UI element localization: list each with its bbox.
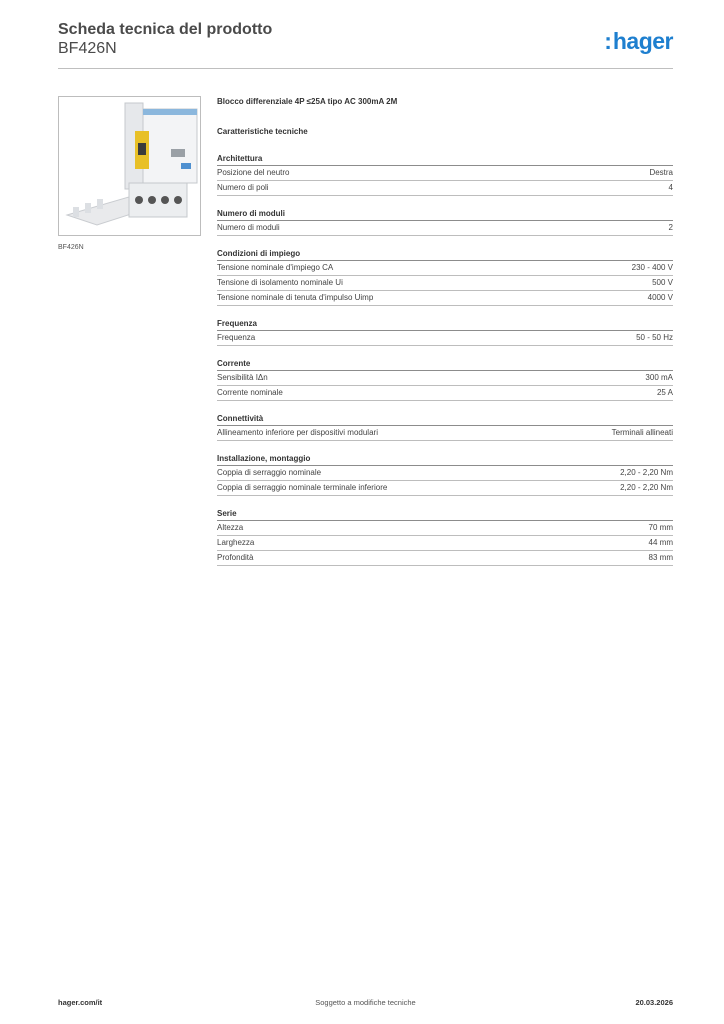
- spec-section: [217, 358, 673, 401]
- spec-label: Profondità: [217, 553, 254, 562]
- spec-row: [217, 551, 673, 566]
- spec-label: Tensione di isolamento nominale Ui: [217, 278, 343, 287]
- spec-section: [217, 508, 673, 566]
- section-title: Frequenza: [217, 318, 673, 331]
- spec-label: Coppia di serraggio nominale terminale inferiore: [217, 483, 388, 492]
- spec-label: Corrente nominale: [217, 388, 283, 397]
- spec-section: [217, 153, 673, 196]
- spec-label: Numero di moduli: [217, 223, 280, 232]
- spec-section: [217, 318, 673, 346]
- page-header: [58, 20, 673, 70]
- footer-website-link[interactable]: hager.com/it: [58, 998, 103, 1007]
- spec-value: 300 mA: [645, 373, 673, 382]
- spec-value: 83 mm: [648, 553, 673, 562]
- spec-value: 2: [668, 223, 673, 232]
- spec-label: Allineamento inferiore per dispositivi modulari: [217, 428, 378, 437]
- spec-sections: [217, 153, 673, 566]
- spec-value: 230 - 400 V: [631, 263, 673, 272]
- spec-label: Numero di poli: [217, 183, 269, 192]
- spec-value: 25 A: [656, 388, 673, 397]
- page-title: Scheda tecnica del prodotto: [58, 21, 273, 38]
- section-title: Architettura: [217, 153, 673, 166]
- spec-row: [217, 276, 673, 291]
- spec-row: [217, 221, 673, 236]
- spec-label: Coppia di serraggio nominale: [217, 468, 322, 477]
- section-title: Condizioni di impiego: [217, 248, 673, 261]
- spec-row: [217, 426, 673, 441]
- spec-value: 2,20 - 2,20 Nm: [620, 468, 673, 477]
- footer-notice: Soggetto a modifiche tecniche: [315, 998, 416, 1007]
- spec-row: [217, 386, 673, 401]
- spec-content: [217, 97, 673, 566]
- spec-value: 4000 V: [647, 293, 673, 302]
- spec-row: [217, 261, 673, 276]
- spec-row: [217, 331, 673, 346]
- section-title: Connettività: [217, 413, 673, 426]
- spec-value: 2,20 - 2,20 Nm: [620, 483, 673, 492]
- spec-row: [217, 181, 673, 196]
- spec-value: Destra: [649, 168, 673, 177]
- spec-label: Altezza: [217, 523, 244, 532]
- spec-value: 70 mm: [648, 523, 673, 532]
- product-illustration: [59, 97, 200, 235]
- header-divider: [58, 68, 673, 69]
- logo-prefix: :: [604, 28, 612, 54]
- product-image: [58, 96, 201, 236]
- product-code: BF426N: [58, 40, 117, 57]
- spec-row: [217, 466, 673, 481]
- spec-value: Terminali allineati: [611, 428, 673, 437]
- spec-row: [217, 371, 673, 386]
- spec-row: [217, 521, 673, 536]
- spec-section: [217, 208, 673, 236]
- spec-row: [217, 166, 673, 181]
- spec-section: [217, 248, 673, 306]
- spec-label: Tensione nominale di tenuta d'impulso Uimp: [217, 293, 374, 302]
- hager-logo[interactable]: [604, 28, 673, 55]
- spec-section: [217, 413, 673, 441]
- section-title: Installazione, montaggio: [217, 453, 673, 466]
- product-name: Blocco differenziale 4P ≤25A tipo AC 300mA 2M: [217, 97, 398, 106]
- spec-label: Posizione del neutro: [217, 168, 290, 177]
- section-title: Numero di moduli: [217, 208, 673, 221]
- spec-row: [217, 536, 673, 551]
- spec-value: 500 V: [652, 278, 673, 287]
- section-title: Corrente: [217, 358, 673, 371]
- footer-date: 20.03.2026: [635, 998, 673, 1007]
- spec-value: 50 - 50 Hz: [636, 333, 673, 342]
- logo-text: hager: [612, 28, 673, 54]
- image-caption: BF426N: [58, 244, 84, 251]
- spec-label: Sensibilità IΔn: [217, 373, 268, 382]
- spec-value: 44 mm: [648, 538, 673, 547]
- spec-label: Frequenza: [217, 333, 256, 342]
- spec-section: [217, 453, 673, 496]
- spec-label: Tensione nominale d'impiego CA: [217, 263, 334, 272]
- characteristics-title: Caratteristiche tecniche: [217, 127, 308, 136]
- spec-value: 4: [668, 183, 673, 192]
- spec-label: Larghezza: [217, 538, 255, 547]
- spec-row: [217, 481, 673, 496]
- spec-row: [217, 291, 673, 306]
- section-title: Serie: [217, 508, 673, 521]
